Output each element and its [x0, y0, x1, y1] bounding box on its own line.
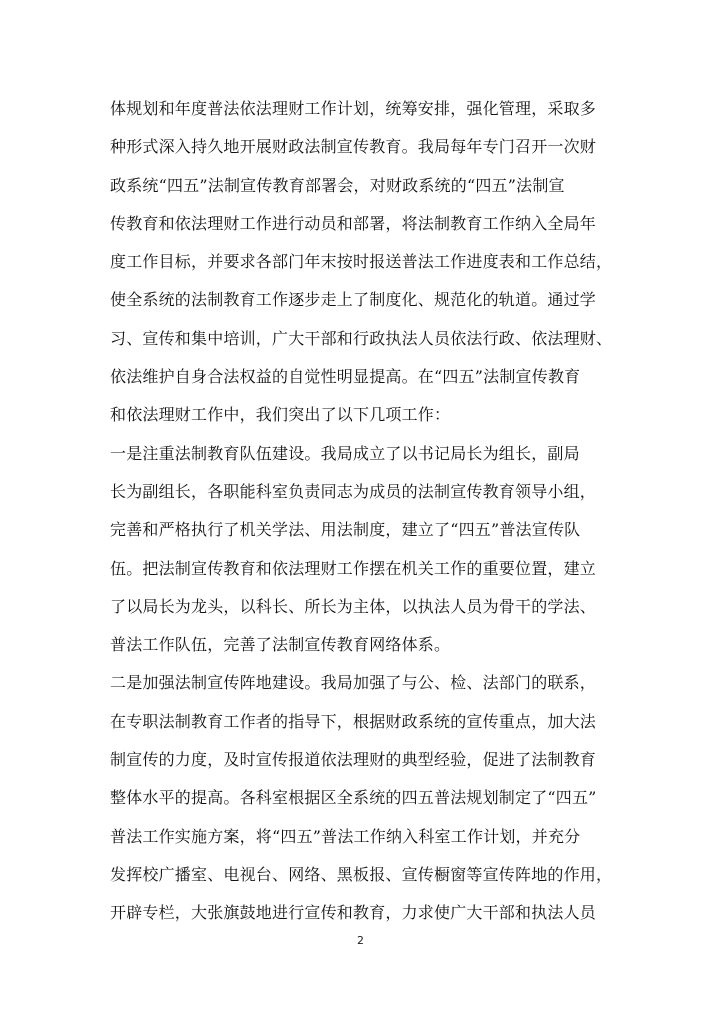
text-line: 体规划和年度普法依法理财工作计划，统筹安排，强化管理，采取多: [110, 99, 597, 118]
text-line: 习、宣传和集中培训，广大干部和行政执法人员依法行政、依法理财、: [110, 328, 613, 348]
text-line: 使全系统的法制教育工作逐步走上了制度化、规范化的轨道。通过学: [110, 290, 597, 310]
text-line: 普法工作队伍，完善了法制宣传教育网络体系。: [110, 635, 451, 655]
text-line: 依法维护自身合法权益的自觉性明显提高。在“四五”法制宣传教育: [110, 367, 581, 387]
text-line: 普法工作实施方案，将“四五”普法工作纳入科室工作计划，并充分: [110, 826, 581, 846]
text-line: 和依法理财工作中，我们突出了以下几项工作：: [110, 405, 451, 425]
body-text: [110, 90, 630, 933]
page-number: 2: [357, 934, 364, 947]
text-line: 种形式深入持久地开展财政法制宣传教育。我局每年专门召开一次财: [110, 137, 597, 157]
text-line: 二是加强法制宣传阵地建设。我局加强了与公、检、法部门的联系，: [110, 673, 597, 693]
text-line: 政系统“四五”法制宣传教育部署会，对财政系统的“四五”法制宣: [110, 175, 565, 195]
text-line: 长为副组长，各职能科室负责同志为成员的法制宣传教育领导小组，: [110, 481, 597, 501]
text-line: 制宣传的力度，及时宣传报道依法理财的典型经验，促进了法制教育: [110, 750, 597, 770]
text-line: 整体水平的提高。各科室根据区全系统的四五普法规划制定了“四五”: [110, 788, 597, 808]
text-line: 开辟专栏，大张旗鼓地进行宣传和教育，力求使广大干部和执法人员: [110, 903, 597, 923]
text-line: 发挥校广播室、电视台、网络、黑板报、宣传橱窗等宣传阵地的作用，: [110, 864, 613, 884]
text-line: 传教育和依法理财工作进行动员和部署，将法制教育工作纳入全局年: [110, 213, 597, 233]
text-line: 一是注重法制教育队伍建设。我局成立了以书记局长为组长，副局: [110, 443, 580, 463]
text-line: 伍。把法制宣传教育和依法理财工作摆在机关工作的重要位置，建立: [110, 558, 597, 578]
text-line: 在专职法制教育工作者的指导下，根据财政系统的宣传重点，加大法: [110, 711, 597, 731]
text-line: 了以局长为龙头，以科长、所长为主体，以执法人员为骨干的学法、: [110, 596, 597, 616]
text-line: 完善和严格执行了机关学法、用法制度，建立了“四五”普法宣传队: [110, 520, 581, 540]
text-line: 度工作目标，并要求各部门年末按时报送普法工作进度表和工作总结，: [110, 252, 613, 272]
